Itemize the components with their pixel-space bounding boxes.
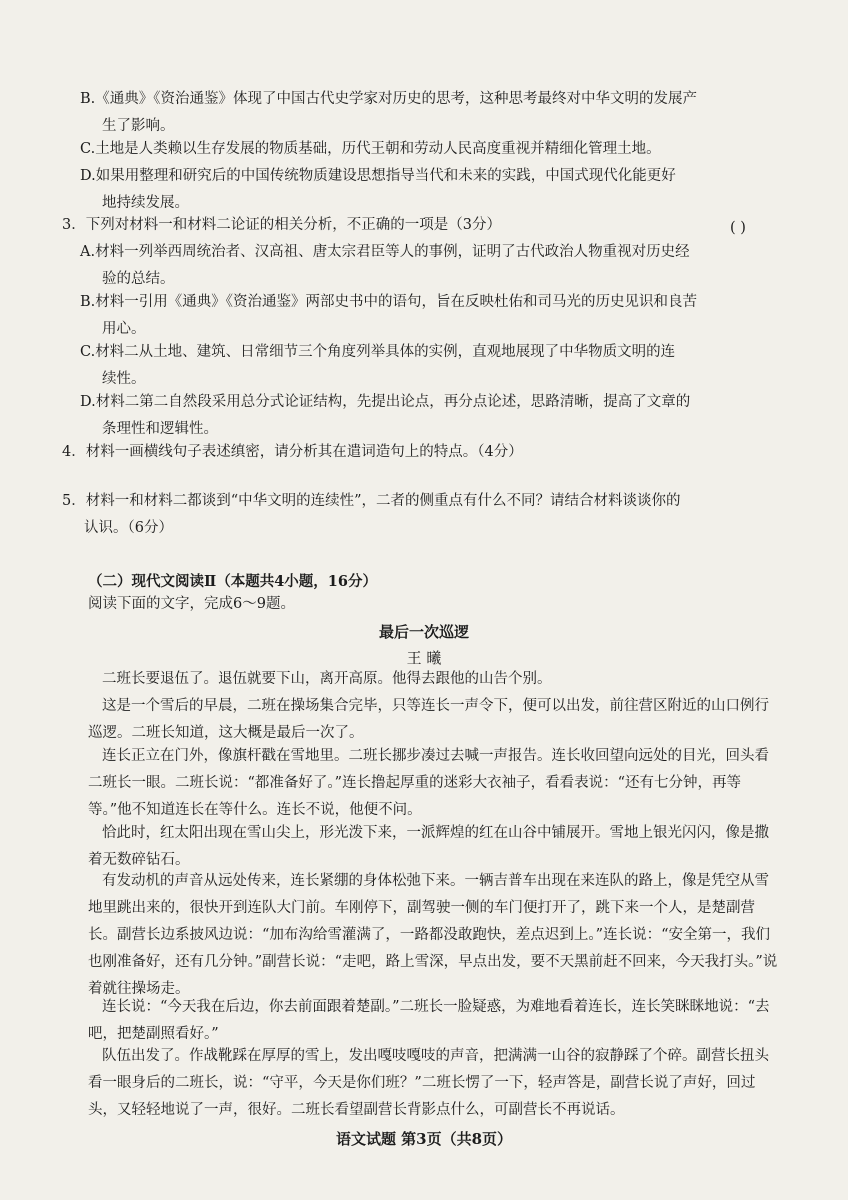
option-text: 材料一列举西周统治者、汉高祖、唐太宗君臣等人的事例，证明了古代政治人物重视对历史经 <box>95 244 690 260</box>
article-paragraph-1: 二班长要退伍了。退伍就要下山，离开高原。他得去跟他的山告个别。 <box>102 671 552 687</box>
article-author: 王 曦 <box>406 649 442 667</box>
q2-option-c <box>80 136 784 163</box>
option-text: 如果用整理和研究后的中国传统物质建设思想指导当代和未来的实践，中国式现代化能更好 <box>95 168 676 184</box>
section-instruction: 阅读下面的文字，完成6～9题。 <box>88 596 295 612</box>
article-paragraph-3: 连长正立在门外，像旗杆戳在雪地里。二班长挪步凑过去喊一声报告。连长收回望向远处的目光，回头看二班长一眼。二班长说：“都准备好了。”连长撸起厚重的迷彩大衣袖子，看看表说：“还有七分钟，再等等。”他不知道连长在等什么。连长不说，他便不问。 <box>88 748 769 818</box>
q3-option-c <box>80 339 784 393</box>
q3-option-b <box>80 289 784 343</box>
article-paragraph-6: 连长说：“今天我在后边，你去前面跟着楚副。”二班长一脸疑惑，为难地看着连长，连长笑眯眯地说：“去吧，把楚副照看好。” <box>88 999 770 1042</box>
article-paragraph-7: 队伍出发了。作战靴踩在厚厚的雪上，发出嘎吱嘎吱的声音，把满满一山谷的寂静踩了个碎。副营长扭头看一眼身后的二班长，说：“守平，今天是你们班？”二班长愣了一下，轻声答是，副营长说了声好，回过头，又轻轻地说了一声，很好。二班长看望副营长背影点什么，可副营长不再说话。 <box>88 1048 769 1118</box>
option-letter: A. <box>80 244 96 260</box>
question-5 <box>62 488 782 542</box>
q2-option-b <box>80 86 784 140</box>
question-4: 4．材料一画横线句子表述缜密，请分析其在遣词造句上的特点。（4分） <box>62 444 523 460</box>
option-letter: C. <box>80 141 96 157</box>
option-text: 材料一引用《通典》《资治通鉴》两部史书中的语句，旨在反映杜佑和司马光的历史见识和良苦 <box>95 294 698 310</box>
q2-option-d <box>80 163 784 217</box>
option-text: 土地是人类赖以生存发展的物质基础，历代王朝和劳动人民高度重视并精细化管理土地。 <box>95 141 661 157</box>
option-letter: D. <box>80 168 96 184</box>
page-footer: 语文试题 第3页（共8页） <box>335 1130 513 1148</box>
answer-bracket[interactable]: ( ) <box>730 220 746 236</box>
option-text: 《通典》《资治通鉴》体现了中国古代史学家对历史的思考，这种思考最终对中华文明的发展产 <box>95 91 698 107</box>
option-text-continued: 地持续发展。 <box>102 195 189 211</box>
option-text-continued: 生了影响。 <box>102 118 175 134</box>
option-letter: D. <box>80 394 96 410</box>
option-letter: B. <box>80 91 96 107</box>
option-text: 材料二第二自然段采用总分式论证结构，先提出论点，再分点论述，思路清晰，提高了文章的 <box>95 394 691 410</box>
article-paragraph-2: 这是一个雪后的早晨，二班在操场集合完毕，只等连长一声令下，便可以出发，前往营区附近的山口例行巡逻。二班长知道，这大概是最后一次了。 <box>88 698 769 741</box>
q3-option-a <box>80 239 784 293</box>
option-letter: C. <box>80 344 96 360</box>
section-title: （二）现代文阅读Ⅱ（本题共4小题，16分） <box>88 573 377 590</box>
option-text-continued: 验的总结。 <box>102 271 175 287</box>
article-title: 最后一次巡逻 <box>378 623 469 641</box>
option-text-continued: 条理性和逻辑性。 <box>102 421 218 437</box>
question-5-line1: 5．材料一和材料二都谈到“中华文明的连续性”，二者的侧重点有什么不同？请结合材料谈谈你的 <box>62 493 681 509</box>
option-text: 材料二从土地、建筑、日常细节三个角度列举具体的实例，直观地展现了中华物质文明的连 <box>95 344 676 360</box>
article-paragraph-5: 有发动机的声音从远处传来，连长紧绷的身体松弛下来。一辆吉普车出现在来连队的路上，像是凭空从雪地里跳出来的，很快开到连队大门前。车刚停下，副驾驶一侧的车门便打开了，跳下来一个人，是楚副营长。副营长边系披风边说：“加布沟给雪灌满了，一路都没敢跑快，差点迟到上。”连长说：“安全第一，我们也刚准备好，还有几分钟。”副营长说：“走吧，路上雪深，早点出发，要不天黑前赶不回来，今天我打头。”说着就往操场走。 <box>88 873 778 997</box>
option-letter: B. <box>80 294 96 310</box>
question-5-line2: 认识。（6分） <box>84 520 173 536</box>
q3-option-d <box>80 389 784 443</box>
question-3-stem: 3．下列对材料一和材料二论证的相关分析，不正确的一项是（3分） <box>62 217 501 233</box>
article-paragraph-4: 恰此时，红太阳出现在雪山尖上，形光泼下来，一派辉煌的红在山谷中铺展开。雪地上银光闪闪，像是撒着无数碎钻石。 <box>88 825 769 868</box>
option-text-continued: 用心。 <box>102 321 146 337</box>
option-text-continued: 续性。 <box>102 371 146 387</box>
